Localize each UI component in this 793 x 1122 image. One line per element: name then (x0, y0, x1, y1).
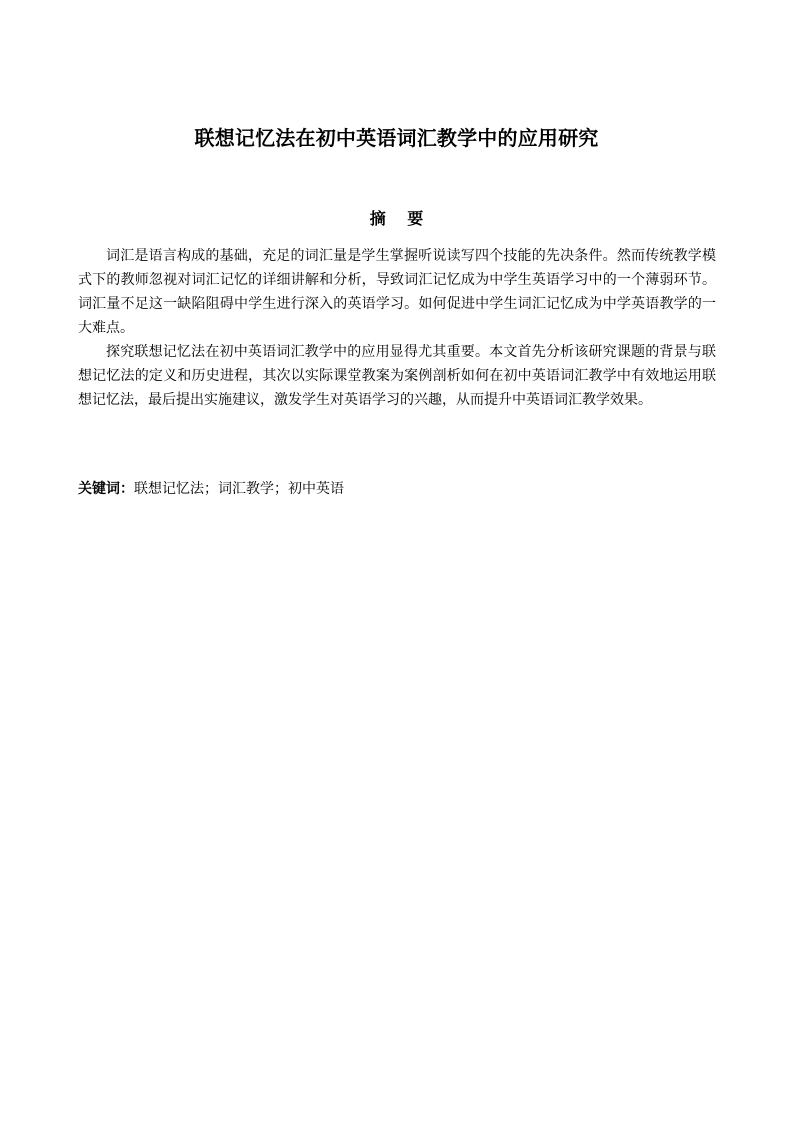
keywords-value: 联想记忆法；词汇教学；初中英语 (134, 481, 344, 497)
keywords-label: 关键词： (78, 481, 134, 497)
page-title: 联想记忆法在初中英语词汇教学中的应用研究 (194, 126, 599, 150)
abstract-paragraph-2: 探究联想记忆法在初中英语词汇教学中的应用显得尤其重要。本文首先分析该研究课题的背景与联想记忆法的定义和历史进程，其次以实际课堂教案为案例剖析如何在初中英语词汇教学中有效地运用联想记忆法，最后提出实施建议，激发学生对英语学习的兴趣，从而提升中英语词汇教学效果。 (78, 344, 716, 408)
abstract-body (78, 244, 716, 412)
abstract-heading: 摘 要 (369, 209, 432, 228)
keywords-line (78, 477, 716, 501)
abstract-paragraph-1: 词汇是语言构成的基础，充足的词汇量是学生掌握听说读写四个技能的先决条件。然而传统教学模式下的教师忽视对词汇记忆的详细讲解和分析，导致词汇记忆成为中学生英语学习中的一个薄弱环节。词汇量不足这一缺陷阻碍中学生进行深入的英语学习。如何促进中学生词汇记忆成为中学英语教学的一大难点。 (78, 248, 716, 336)
